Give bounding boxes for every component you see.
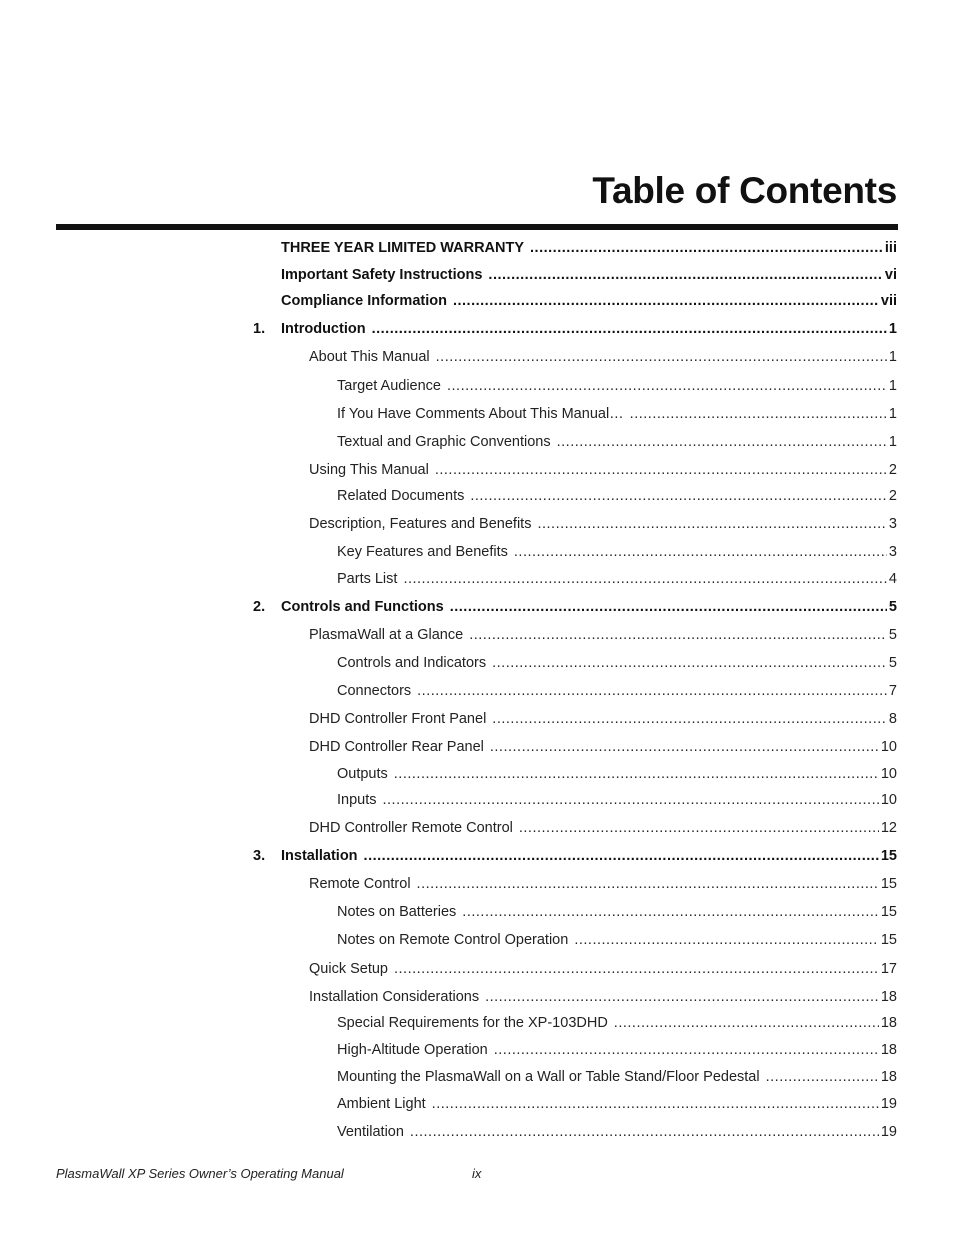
toc-entry-label: Important Safety Instructions: [281, 267, 483, 283]
toc-entry[interactable]: [309, 818, 897, 838]
toc-entry-page: 1: [888, 321, 897, 337]
toc-entry-page: 4: [888, 571, 897, 587]
toc-entry-label: Connectors: [337, 683, 412, 699]
toc-entry-page: 5: [888, 599, 897, 615]
toc-entry[interactable]: [337, 569, 897, 589]
toc-leader-dots: [488, 265, 882, 285]
toc-entry-label: Target Audience: [337, 378, 441, 394]
toc-entry-page: 3: [888, 544, 897, 560]
toc-entry[interactable]: [337, 1013, 897, 1033]
toc-entry-label: Notes on Remote Control Operation: [337, 932, 569, 948]
toc-entry-label: Installation: [281, 848, 358, 864]
toc-entry[interactable]: [309, 737, 897, 757]
toc-leader-dots: [485, 987, 879, 1007]
toc-entry-label: Textual and Graphic Conventions: [337, 434, 551, 450]
toc-entry-page: 12: [880, 820, 897, 836]
toc-entry[interactable]: [309, 625, 897, 645]
toc-entry[interactable]: [309, 874, 897, 894]
page-title: Table of Contents: [592, 170, 897, 211]
toc-leader-dots: [537, 514, 886, 534]
toc-leader-dots: [514, 542, 887, 562]
toc-leader-dots: [453, 291, 879, 311]
toc-leader-dots: [462, 902, 879, 922]
toc-leader-dots: [383, 790, 879, 810]
toc-entry-page: 2: [888, 462, 897, 478]
toc-entry[interactable]: [337, 653, 897, 673]
toc-leader-dots: [417, 874, 879, 894]
toc-leader-dots: [432, 1094, 879, 1114]
toc-entry-page: 19: [880, 1124, 897, 1140]
toc-entry-label: About This Manual: [309, 349, 430, 365]
toc-entry-number: 3.: [253, 848, 266, 864]
toc-entry[interactable]: [253, 597, 897, 617]
toc-entry[interactable]: [253, 846, 897, 866]
toc-entry[interactable]: [309, 709, 897, 729]
toc-entry-page: 18: [880, 1069, 897, 1085]
toc-entry[interactable]: [337, 790, 897, 810]
toc-entry[interactable]: [337, 1067, 897, 1087]
toc-entry[interactable]: [309, 347, 897, 367]
toc-leader-dots: [372, 319, 887, 339]
toc-entry-page: 18: [880, 1015, 897, 1031]
toc-entry-label: Using This Manual: [309, 462, 429, 478]
toc-entry-page: 10: [880, 766, 897, 782]
toc-entry[interactable]: [281, 291, 897, 311]
toc-leader-dots: [436, 347, 887, 367]
toc-leader-dots: [492, 653, 887, 673]
toc-entry[interactable]: [309, 460, 897, 480]
toc-entry-label: PlasmaWall at a Glance: [309, 627, 464, 643]
toc-entry-label: If You Have Comments About This Manual…: [337, 406, 624, 422]
toc-entry-page: 7: [888, 683, 897, 699]
toc-entry[interactable]: [337, 376, 897, 396]
toc-entry-label: Controls and Functions: [281, 599, 444, 615]
toc-entry[interactable]: [281, 238, 897, 258]
toc-entry[interactable]: [337, 1122, 897, 1142]
toc-leader-dots: [469, 625, 887, 645]
toc-entry[interactable]: [309, 987, 897, 1007]
toc-entry-page: 10: [880, 739, 897, 755]
toc-entry[interactable]: [281, 265, 897, 285]
toc-leader-dots: [410, 1122, 879, 1142]
toc-leader-dots: [470, 486, 887, 506]
toc-entry-label: Description, Features and Benefits: [309, 516, 532, 532]
toc-entry-page: 1: [888, 349, 897, 365]
footer-page-number: ix: [472, 1166, 482, 1181]
toc-entry[interactable]: [337, 1094, 897, 1114]
toc-leader-dots: [574, 930, 879, 950]
toc-entry[interactable]: [337, 404, 897, 424]
toc-entry-page: 3: [888, 516, 897, 532]
toc-leader-dots: [394, 764, 879, 784]
toc-leader-dots: [630, 404, 887, 424]
toc-entry-page: 15: [880, 904, 897, 920]
toc-entry-page: 10: [880, 792, 897, 808]
toc-leader-dots: [394, 959, 879, 979]
toc-entry-label: DHD Controller Front Panel: [309, 711, 487, 727]
toc-entry-page: 18: [880, 989, 897, 1005]
toc-entry-label: Mounting the PlasmaWall on a Wall or Table Stand/Floor Pedestal: [337, 1069, 760, 1085]
toc-entry[interactable]: [337, 681, 897, 701]
toc-entry-page: 19: [880, 1096, 897, 1112]
toc-leader-dots: [450, 597, 887, 617]
toc-entry-label: Ambient Light: [337, 1096, 426, 1112]
toc-entry-page: iii: [884, 240, 897, 256]
toc-entry-page: 5: [888, 655, 897, 671]
toc-entry-page: 17: [880, 961, 897, 977]
toc-entry-page: 18: [880, 1042, 897, 1058]
toc-entry-label: High-Altitude Operation: [337, 1042, 488, 1058]
toc-entry-number: 1.: [253, 321, 266, 337]
toc-leader-dots: [435, 460, 887, 480]
toc-entry-page: 8: [888, 711, 897, 727]
toc-entry-page: 1: [888, 378, 897, 394]
toc-entry-label: Key Features and Benefits: [337, 544, 508, 560]
toc-leader-dots: [364, 846, 879, 866]
toc-entry[interactable]: [309, 959, 897, 979]
toc-entry-label: Compliance Information: [281, 293, 447, 309]
toc-entry-label: Ventilation: [337, 1124, 404, 1140]
toc-leader-dots: [417, 681, 887, 701]
toc-entry-label: Quick Setup: [309, 961, 388, 977]
toc-entry-label: Special Requirements for the XP-103DHD: [337, 1015, 608, 1031]
toc-entry-page: 1: [888, 434, 897, 450]
toc-entry-page: 15: [880, 932, 897, 948]
toc-entry-label: Outputs: [337, 766, 388, 782]
toc-entry-page: 15: [880, 876, 897, 892]
toc-entry-label: Inputs: [337, 792, 377, 808]
footer-manual-title: PlasmaWall XP Series Owner’s Operating Manual: [56, 1166, 344, 1181]
toc-entry-page: 1: [888, 406, 897, 422]
toc-leader-dots: [530, 238, 883, 258]
toc-entry-label: Remote Control: [309, 876, 411, 892]
toc-entry-label: Introduction: [281, 321, 366, 337]
toc-entry[interactable]: [253, 319, 897, 339]
toc-entry-page: 2: [888, 488, 897, 504]
toc-leader-dots: [492, 709, 887, 729]
toc-leader-dots: [447, 376, 887, 396]
toc-leader-dots: [494, 1040, 879, 1060]
toc-entry-label: Notes on Batteries: [337, 904, 457, 920]
toc-entry-label: THREE YEAR LIMITED WARRANTY: [281, 240, 525, 256]
toc-entry-page: 15: [880, 848, 897, 864]
toc-entry-label: Parts List: [337, 571, 398, 587]
toc-entry-label: Controls and Indicators: [337, 655, 487, 671]
toc-entry[interactable]: [337, 432, 897, 452]
toc-entry-page: vi: [884, 267, 897, 283]
toc-entry[interactable]: [337, 486, 897, 506]
toc-leader-dots: [490, 737, 879, 757]
toc-entry-label: DHD Controller Rear Panel: [309, 739, 484, 755]
toc-entry[interactable]: [337, 930, 897, 950]
toc-leader-dots: [614, 1013, 879, 1033]
toc-entry[interactable]: [337, 902, 897, 922]
toc-entry-page: vii: [880, 293, 897, 309]
toc-entry[interactable]: [337, 542, 897, 562]
toc-leader-dots: [403, 569, 886, 589]
toc-entry[interactable]: [309, 514, 897, 534]
toc-entry[interactable]: [337, 764, 897, 784]
toc-entry-label: Installation Considerations: [309, 989, 480, 1005]
toc-entry-number: 2.: [253, 599, 266, 615]
toc-entry-label: Related Documents: [337, 488, 465, 504]
toc-entry-label: DHD Controller Remote Control: [309, 820, 513, 836]
toc-leader-dots: [766, 1067, 879, 1087]
toc-leader-dots: [519, 818, 879, 838]
toc-entry-page: 5: [888, 627, 897, 643]
toc-entry[interactable]: [337, 1040, 897, 1060]
toc-leader-dots: [557, 432, 887, 452]
